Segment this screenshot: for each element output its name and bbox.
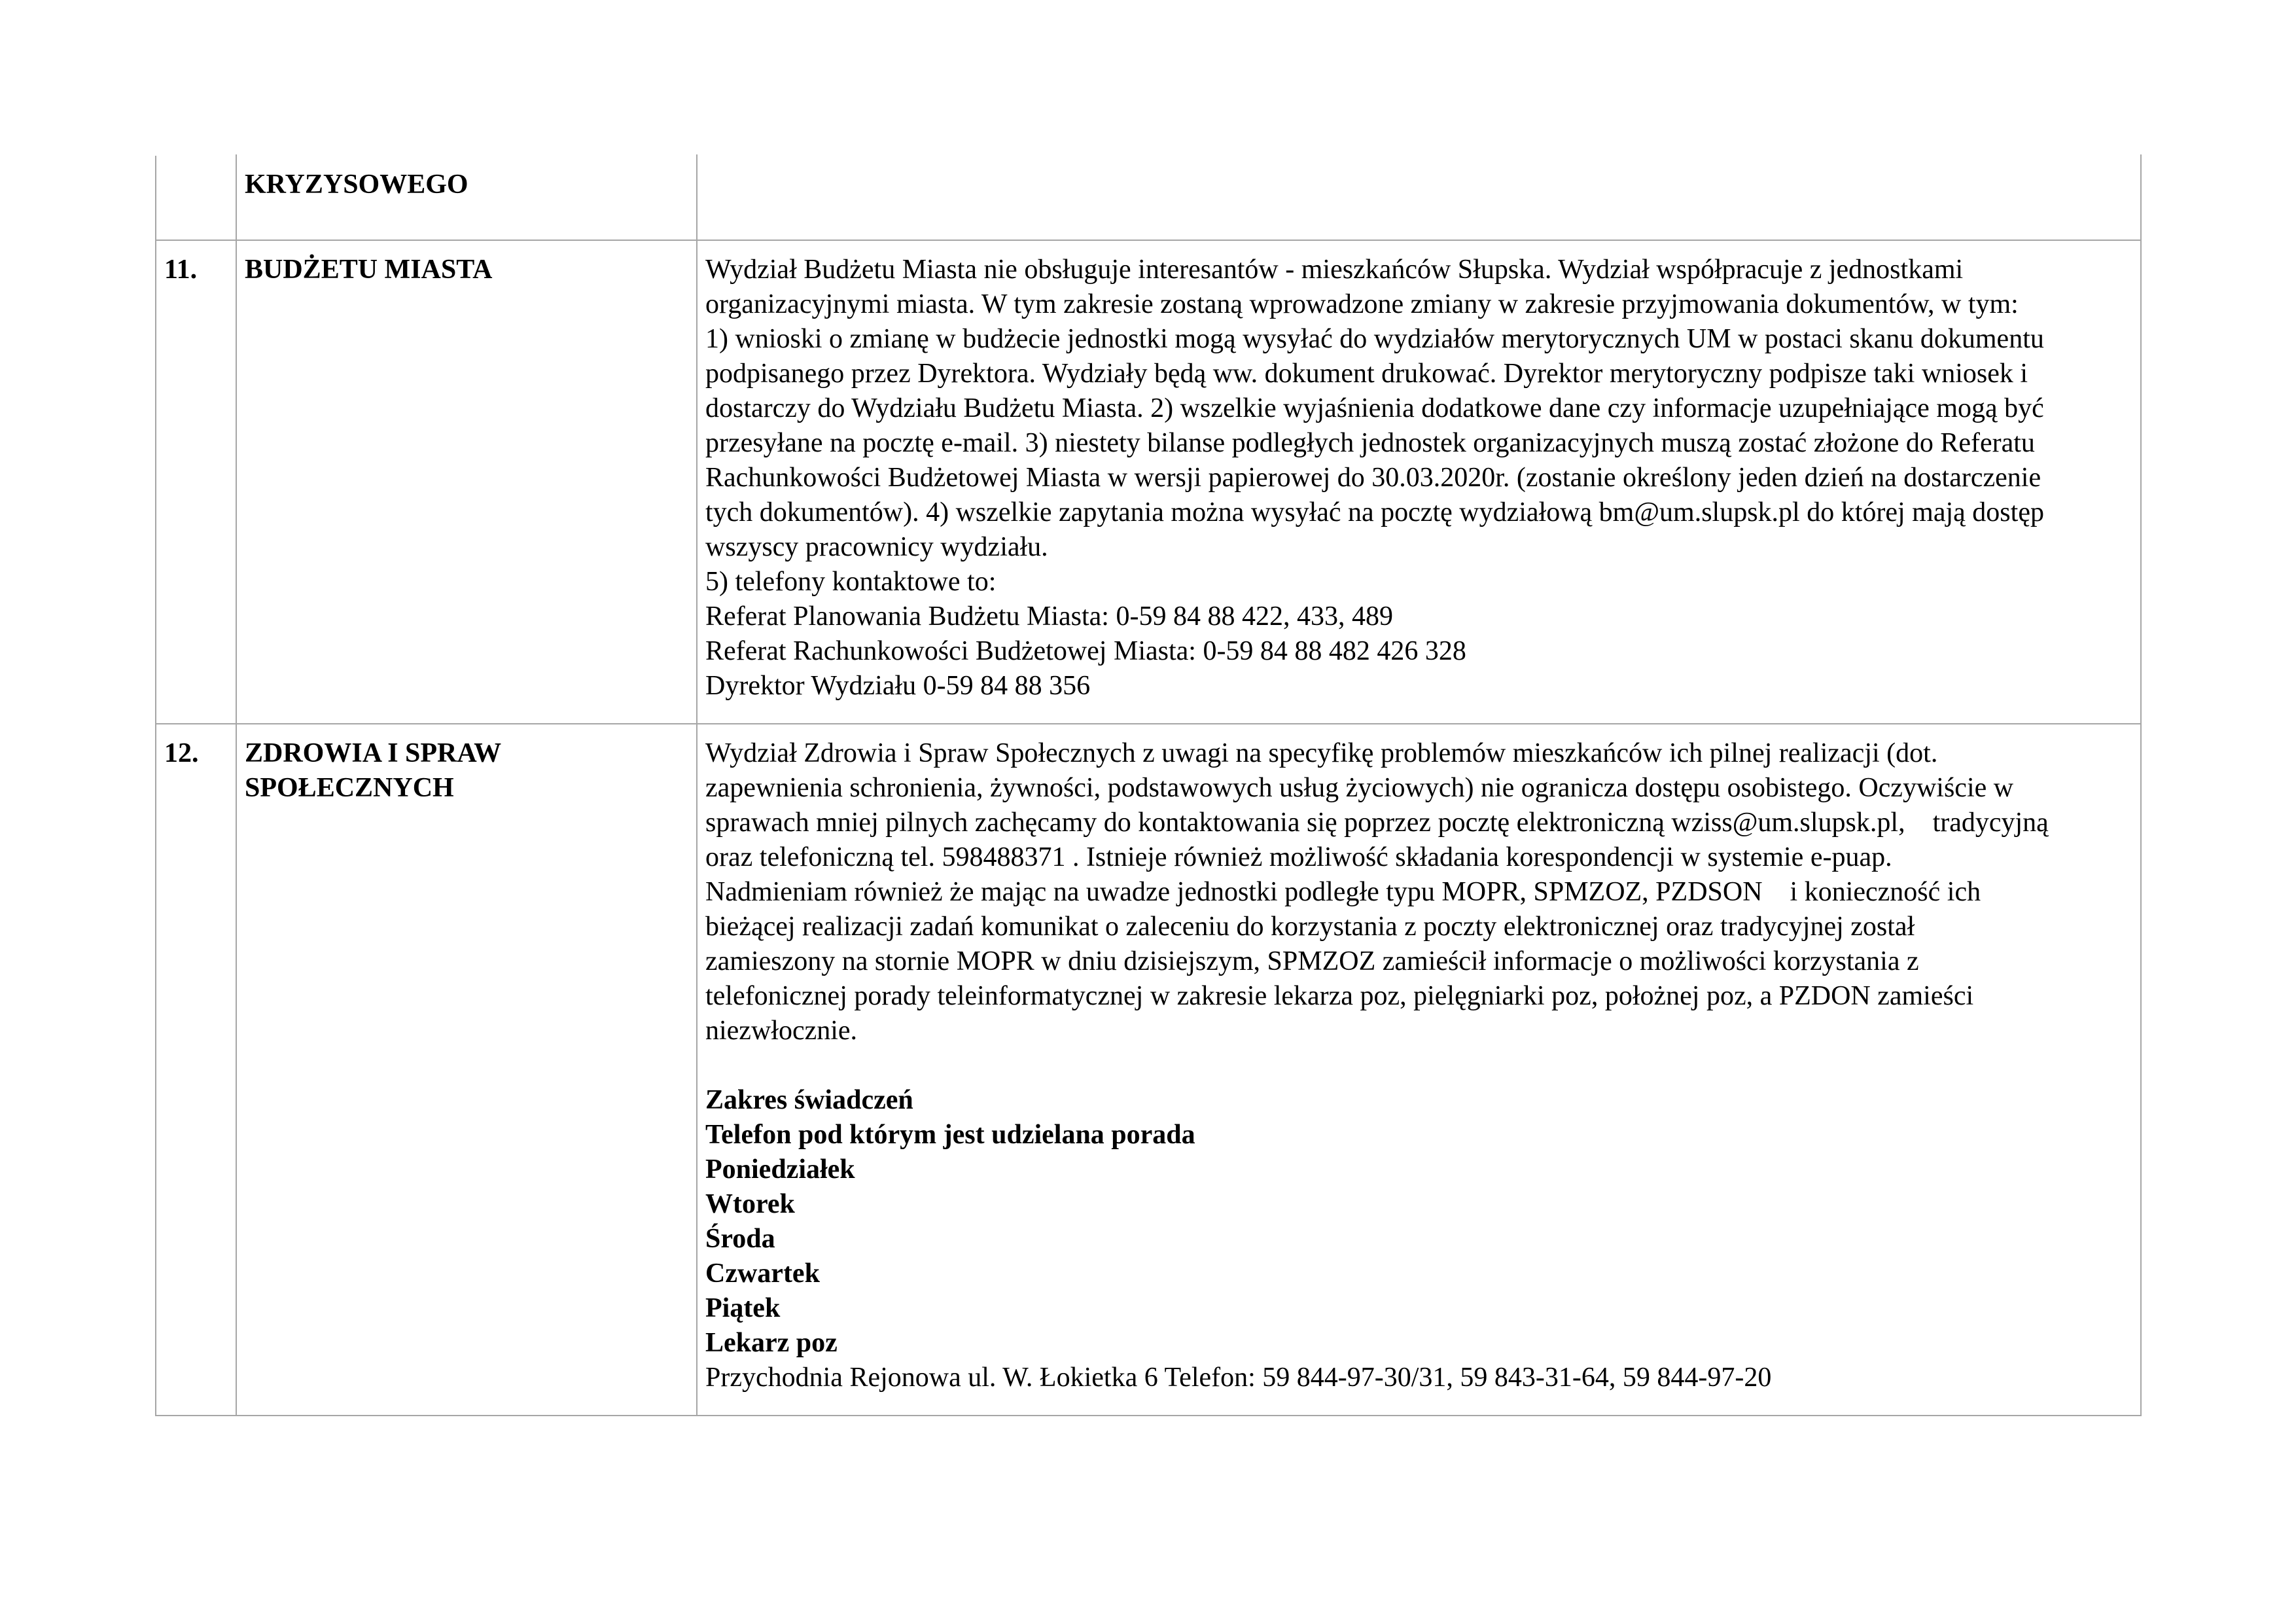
- table-row: [156, 155, 2141, 240]
- description-line: oraz telefoniczną tel. 598488371 . Istnieje również możliwość składania korespondencji w systemie e-puap.: [705, 842, 1892, 872]
- description-line: zapewnienia schronienia, żywności, podstawowych usług życiowych) nie ogranicza dostępu osobistego. Oczywiście w: [705, 773, 2014, 803]
- description-line: Rachunkowości Budżetowej Miasta w wersji papierowej do 30.03.2020r. (zostanie określony jeden dzień na dostarczenie: [705, 463, 2041, 493]
- description-line: bieżącej realizacji zadań komunikat o zaleceniu do korzystania z poczty elektronicznej oraz tradycyjnej został: [705, 912, 1915, 942]
- row-number: 11.: [164, 255, 198, 285]
- blank-line: [705, 1048, 2132, 1083]
- description-line: dostarczy do Wydziału Budżetu Miasta. 2) wszelkie wyjaśnienia dodatkowe dane czy informacje uzupełniające mogą być: [705, 393, 2044, 423]
- description-cell: [697, 724, 2141, 1416]
- row-number: 12.: [164, 738, 199, 768]
- description-line: Referat Rachunkowości Budżetowej Miasta: 0-59 84 88 482 426 328: [705, 636, 1466, 666]
- schedule-day: Czwartek: [705, 1258, 820, 1289]
- schedule-day: Piątek: [705, 1293, 781, 1323]
- description-line: telefonicznej porady teleinformatycznej w zakresie lekarza poz, pielęgniarki poz, położnej poz, a PZDON zamieści: [705, 981, 1974, 1011]
- description-cell: [697, 155, 2141, 240]
- department-name: ZDROWIA I SPRAW: [245, 738, 502, 768]
- schedule-day: Wtorek: [705, 1189, 795, 1219]
- department-name: SPOŁECZNYCH: [245, 773, 454, 803]
- description-line: niezwłocznie.: [705, 1016, 858, 1046]
- clinic-contact-line: Przychodnia Rejonowa ul. W. Łokietka 6 Telefon: 59 844-97-30/31, 59 843-31-64, 59 844-97-20: [705, 1363, 1772, 1393]
- table-row: [156, 240, 2141, 724]
- row-number-cell: [156, 155, 236, 240]
- row-number-cell: [156, 240, 236, 724]
- description-line: organizacyjnymi miasta. W tym zakresie zostaną wprowadzone zmiany w zakresie przyjmowania dokumentów, w tym:: [705, 289, 2019, 319]
- department-name: BUDŻETU MIASTA: [245, 255, 493, 285]
- schedule-day: Środa: [705, 1224, 775, 1254]
- schedule-day: Poniedziałek: [705, 1154, 855, 1185]
- description-line: Wydział Budżetu Miasta nie obsługuje interesantów - mieszkańców Słupska. Wydział współpracuje z jednostkami: [705, 255, 1964, 285]
- row-number-cell: [156, 724, 236, 1416]
- description-line: Dyrektor Wydziału 0-59 84 88 356: [705, 671, 1091, 701]
- description-line: Referat Planowania Budżetu Miasta: 0-59 84 88 422, 433, 489: [705, 601, 1393, 632]
- department-name: KRYZYSOWEGO: [245, 169, 468, 200]
- description-cell: [697, 240, 2141, 724]
- description-line: Wydział Zdrowia i Spraw Społecznych z uwagi na specyfikę problemów mieszkańców ich pilnej realizacji (dot.: [705, 738, 1938, 768]
- service-heading: Lekarz poz: [705, 1328, 838, 1358]
- description-line: sprawach mniej pilnych zachęcamy do kontaktowania się poprzez pocztę elektroniczną wziss@um.slupsk.pl, tradycyjną: [705, 808, 2049, 838]
- description-line: wszyscy pracownicy wydziału.: [705, 532, 1048, 562]
- description-line: zamieszony na stornie MOPR w dniu dzisiejszym, SPMZOZ zamieścił informacje o możliwości korzystania z: [705, 946, 1919, 976]
- description-line: 5) telefony kontaktowe to:: [705, 567, 997, 597]
- description-line: tych dokumentów). 4) wszelkie zapytania można wysyłać na pocztę wydziałową bm@um.slupsk.pl do której mają dostęp: [705, 497, 2044, 527]
- description-line: podpisanego przez Dyrektora. Wydziały będą ww. dokument drukować. Dyrektor merytoryczny podpisze taki wniosek i: [705, 359, 2028, 389]
- description-line: 1) wnioski o zmianę w budżecie jednostki mogą wysyłać do wydziałów merytorycznych UM w postaci skanu dokumentu: [705, 324, 2044, 354]
- department-cell: [236, 724, 697, 1416]
- department-cell: [236, 155, 697, 240]
- department-cell: [236, 240, 697, 724]
- description-line: przesyłane na pocztę e-mail. 3) niestety bilanse podległych jednostek organizacyjnych muszą zostać złożone do Referatu: [705, 428, 2035, 458]
- schedule-heading: Zakres świadczeń: [705, 1085, 913, 1115]
- description-line: Nadmieniam również że mając na uwadze jednostki podległe typu MOPR, SPMZOZ, PZDSON i konieczność ich: [705, 877, 1981, 907]
- schedule-heading: Telefon pod którym jest udzielana porada: [705, 1120, 1195, 1150]
- departments-table: [155, 154, 2142, 1416]
- table-row: [156, 724, 2141, 1416]
